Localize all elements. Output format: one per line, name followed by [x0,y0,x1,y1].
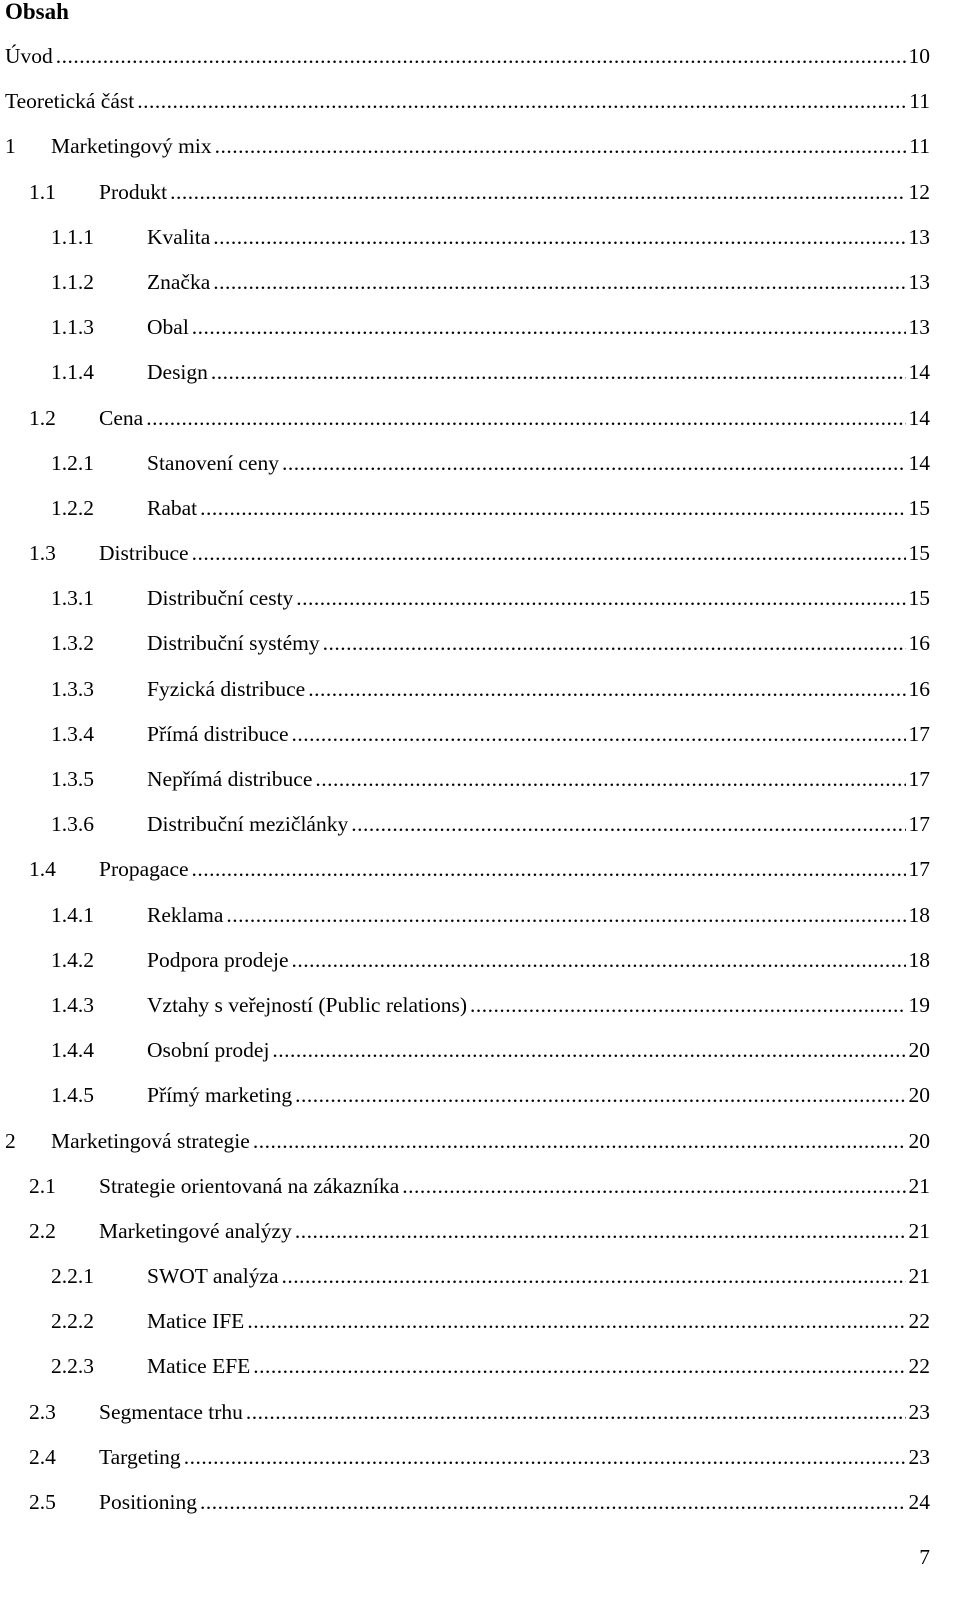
toc-entry-page: 21 [908,1264,930,1289]
toc-dot-leader [253,1350,905,1382]
toc-entry[interactable] [5,899,930,944]
toc-entry-number: 1.1.4 [51,360,94,385]
toc-entry-number: 2.2 [29,1218,56,1243]
toc-entry[interactable] [5,1486,930,1531]
toc-dot-leader [200,492,905,524]
toc-entry[interactable] [5,1170,930,1215]
toc-entry-page: 14 [908,360,930,385]
toc-entry[interactable] [5,808,930,853]
toc-entry-number: 1.4.2 [51,947,94,972]
toc-dot-leader [402,1170,905,1202]
toc-entry-title: Distribuční systémy [147,631,320,656]
toc-entry-page: 19 [908,992,930,1017]
toc-entry-number: 2.4 [29,1444,56,1469]
toc-entry-page: 17 [908,812,930,837]
toc-entry-title: Matice EFE [147,1354,251,1379]
toc-entry[interactable] [5,1079,930,1124]
toc-entry-title: Positioning [99,1490,197,1514]
toc-entry-title: Strategie orientovaná na zákazníka [99,1173,400,1198]
toc-entry-page: 16 [908,676,930,701]
toc-entry-page: 14 [908,450,930,475]
toc-dot-leader [192,311,906,343]
toc-entry-title: Nepřímá distribuce [147,767,313,791]
toc-entry-number: 2.1 [29,1173,56,1198]
toc-entry-title: Propagace [99,857,189,882]
toc-entry-title: Přímý marketing [147,1083,293,1108]
toc-entry-number: 2.3 [29,1399,56,1424]
toc-entry[interactable] [5,1441,930,1486]
toc-dot-leader [295,1079,905,1111]
toc-dot-leader [292,944,906,976]
toc-entry-page: 14 [908,405,930,430]
toc-entry[interactable] [5,1350,930,1395]
toc-entry-page: 11 [909,89,930,114]
toc-entry-title: Vztahy s veřejností (Public relations) [147,992,468,1017]
toc-entry-page: 17 [908,721,930,746]
toc-entry-page: 23 [908,1399,930,1424]
toc-dot-leader [470,989,905,1021]
page-number: 7 [919,1545,930,1569]
toc-entry[interactable] [5,1396,930,1441]
toc-dot-leader [282,447,906,479]
toc-entry-number: 2.2.3 [51,1354,94,1379]
toc-entry-number: 2 [5,1128,16,1153]
toc-entry[interactable] [5,627,930,672]
toc-entry-number: 1.2.1 [51,450,94,475]
toc-entry-title: Stanovení ceny [147,450,279,475]
toc-entry-title: Obal [147,315,189,340]
table-of-contents [5,40,930,1531]
toc-entry-page: 15 [908,541,930,566]
toc-entry-title: Značka [147,269,211,294]
toc-entry-page: 17 [908,857,930,882]
toc-entry-page: 10 [908,44,930,68]
toc-entry-page: 22 [908,1354,930,1379]
toc-entry[interactable] [5,85,930,130]
toc-entry-title: Distribuční cesty [147,586,294,611]
toc-entry-number: 2.5 [29,1490,56,1514]
toc-entry-page: 20 [908,1128,930,1153]
toc-entry-page: 18 [908,947,930,972]
toc-entry-number: 1.2 [29,405,56,430]
toc-entry[interactable] [5,1125,930,1170]
toc-entry[interactable] [5,447,930,492]
toc-entry-page: 12 [908,179,930,204]
toc-entry[interactable] [5,718,930,763]
toc-entry-title: Přímá distribuce [147,721,289,746]
toc-dot-leader [137,85,906,117]
toc-entry-title: Osobní prodej [147,1038,270,1063]
toc-entry[interactable] [5,944,930,989]
toc-entry[interactable] [5,537,930,582]
toc-entry[interactable] [5,673,930,718]
toc-dot-leader [247,1305,905,1337]
toc-entry-page: 15 [908,586,930,611]
toc-entry-title: Marketingová strategie [51,1128,250,1153]
toc-entry-number: 1.4.3 [51,992,94,1017]
toc-entry-title: SWOT analýza [147,1264,279,1289]
toc-dot-leader [170,176,905,208]
toc-dot-leader [200,1486,906,1518]
toc-entry-title: Distribuční mezičlánky [147,812,349,837]
toc-entry-title: Cena [99,405,144,430]
toc-dot-leader [192,537,906,569]
toc-entry-page: 21 [908,1218,930,1243]
toc-entry-title: Targeting [99,1444,181,1469]
toc-dot-leader [226,899,905,931]
toc-entry[interactable] [5,1260,930,1305]
toc-entry-page: 24 [908,1490,930,1514]
toc-entry-page: 15 [908,495,930,520]
toc-entry-title: Teoretická část [5,89,135,114]
toc-entry-page: 20 [908,1083,930,1108]
toc-entry-number: 1.3.1 [51,586,94,611]
toc-entry-page: 23 [908,1444,930,1469]
toc-entry-number: 1.3.3 [51,676,94,701]
toc-entry-number: 1 [5,134,16,159]
toc-entry[interactable] [5,176,930,221]
toc-dot-leader [192,853,906,885]
toc-entry-number: 1.3.6 [51,812,94,837]
toc-entry-title: Úvod [5,44,53,68]
toc-entry-title: Rabat [147,495,198,520]
toc-entry-page: 13 [908,269,930,294]
toc-entry[interactable] [5,221,930,266]
toc-dot-leader [215,130,907,162]
toc-entry[interactable] [5,266,930,311]
toc-dot-leader [308,673,905,705]
toc-dot-leader [315,763,905,795]
toc-entry-number: 1.3.2 [51,631,94,656]
toc-entry[interactable] [5,989,930,1034]
toc-dot-leader [253,1125,906,1157]
toc-entry-page: 17 [908,767,930,791]
toc-entry-title: Reklama [147,902,224,927]
toc-entry-number: 1.1.3 [51,315,94,340]
toc-entry-title: Distribuce [99,541,189,566]
toc-entry-title: Fyzická distribuce [147,676,306,701]
toc-entry-number: 1.1 [29,179,56,204]
toc-dot-leader [323,627,906,659]
toc-dot-leader [213,221,905,253]
toc-entry-page: 18 [908,902,930,927]
toc-entry-page: 11 [909,134,930,159]
toc-entry-number: 1.3 [29,541,56,566]
toc-dot-leader [351,808,905,840]
toc-dot-leader [246,1396,906,1428]
toc-entry-page: 13 [908,224,930,249]
toc-dot-leader [213,266,905,298]
toc-entry[interactable] [5,1305,930,1350]
toc-entry-title: Marketingové analýzy [99,1218,292,1243]
toc-dot-leader [56,40,906,72]
toc-dot-leader [272,1034,905,1066]
toc-entry-title: Kvalita [147,224,211,249]
toc-entry[interactable] [5,853,930,898]
toc-entry-number: 1.4.1 [51,902,94,927]
toc-entry[interactable] [5,40,930,85]
toc-entry-number: 1.2.2 [51,495,94,520]
toc-entry-title: Design [147,360,208,385]
toc-entry[interactable] [5,1034,930,1079]
toc-entry-number: 2.2.1 [51,1264,94,1289]
toc-entry[interactable] [5,763,930,808]
toc-entry-page: 20 [908,1038,930,1063]
toc-entry[interactable] [5,311,930,356]
toc-entry[interactable] [5,130,930,175]
toc-entry-title: Marketingový mix [51,134,212,159]
toc-dot-leader [282,1260,906,1292]
toc-entry[interactable] [5,1215,930,1260]
toc-entry-number: 1.3.5 [51,767,94,791]
toc-entry-number: 1.4 [29,857,56,882]
toc-dot-leader [295,1215,906,1247]
toc-entry-number: 1.4.4 [51,1038,94,1063]
toc-entry[interactable] [5,402,930,447]
toc-entry-number: 1.4.5 [51,1083,94,1108]
toc-entry-page: 22 [908,1309,930,1334]
toc-entry-page: 16 [908,631,930,656]
toc-dot-leader [184,1441,906,1473]
toc-entry-title: Segmentace trhu [99,1399,243,1424]
toc-entry-title: Produkt [99,179,168,204]
toc-entry-number: 2.2.2 [51,1309,94,1334]
toc-dot-leader [211,356,906,388]
toc-entry[interactable] [5,356,930,401]
toc-entry-number: 1.1.1 [51,224,94,249]
toc-entry-title: Matice IFE [147,1309,245,1334]
toc-entry-page: 13 [908,315,930,340]
toc-dot-leader [146,402,905,434]
toc-dot-leader [296,582,905,614]
toc-entry-page: 21 [908,1173,930,1198]
toc-entry-number: 1.3.4 [51,721,94,746]
toc-entry[interactable] [5,492,930,537]
toc-entry-title: Podpora prodeje [147,947,289,972]
toc-entry-number: 1.1.2 [51,269,94,294]
page-title: Obsah [5,0,69,24]
toc-entry[interactable] [5,582,930,627]
toc-dot-leader [292,718,906,750]
